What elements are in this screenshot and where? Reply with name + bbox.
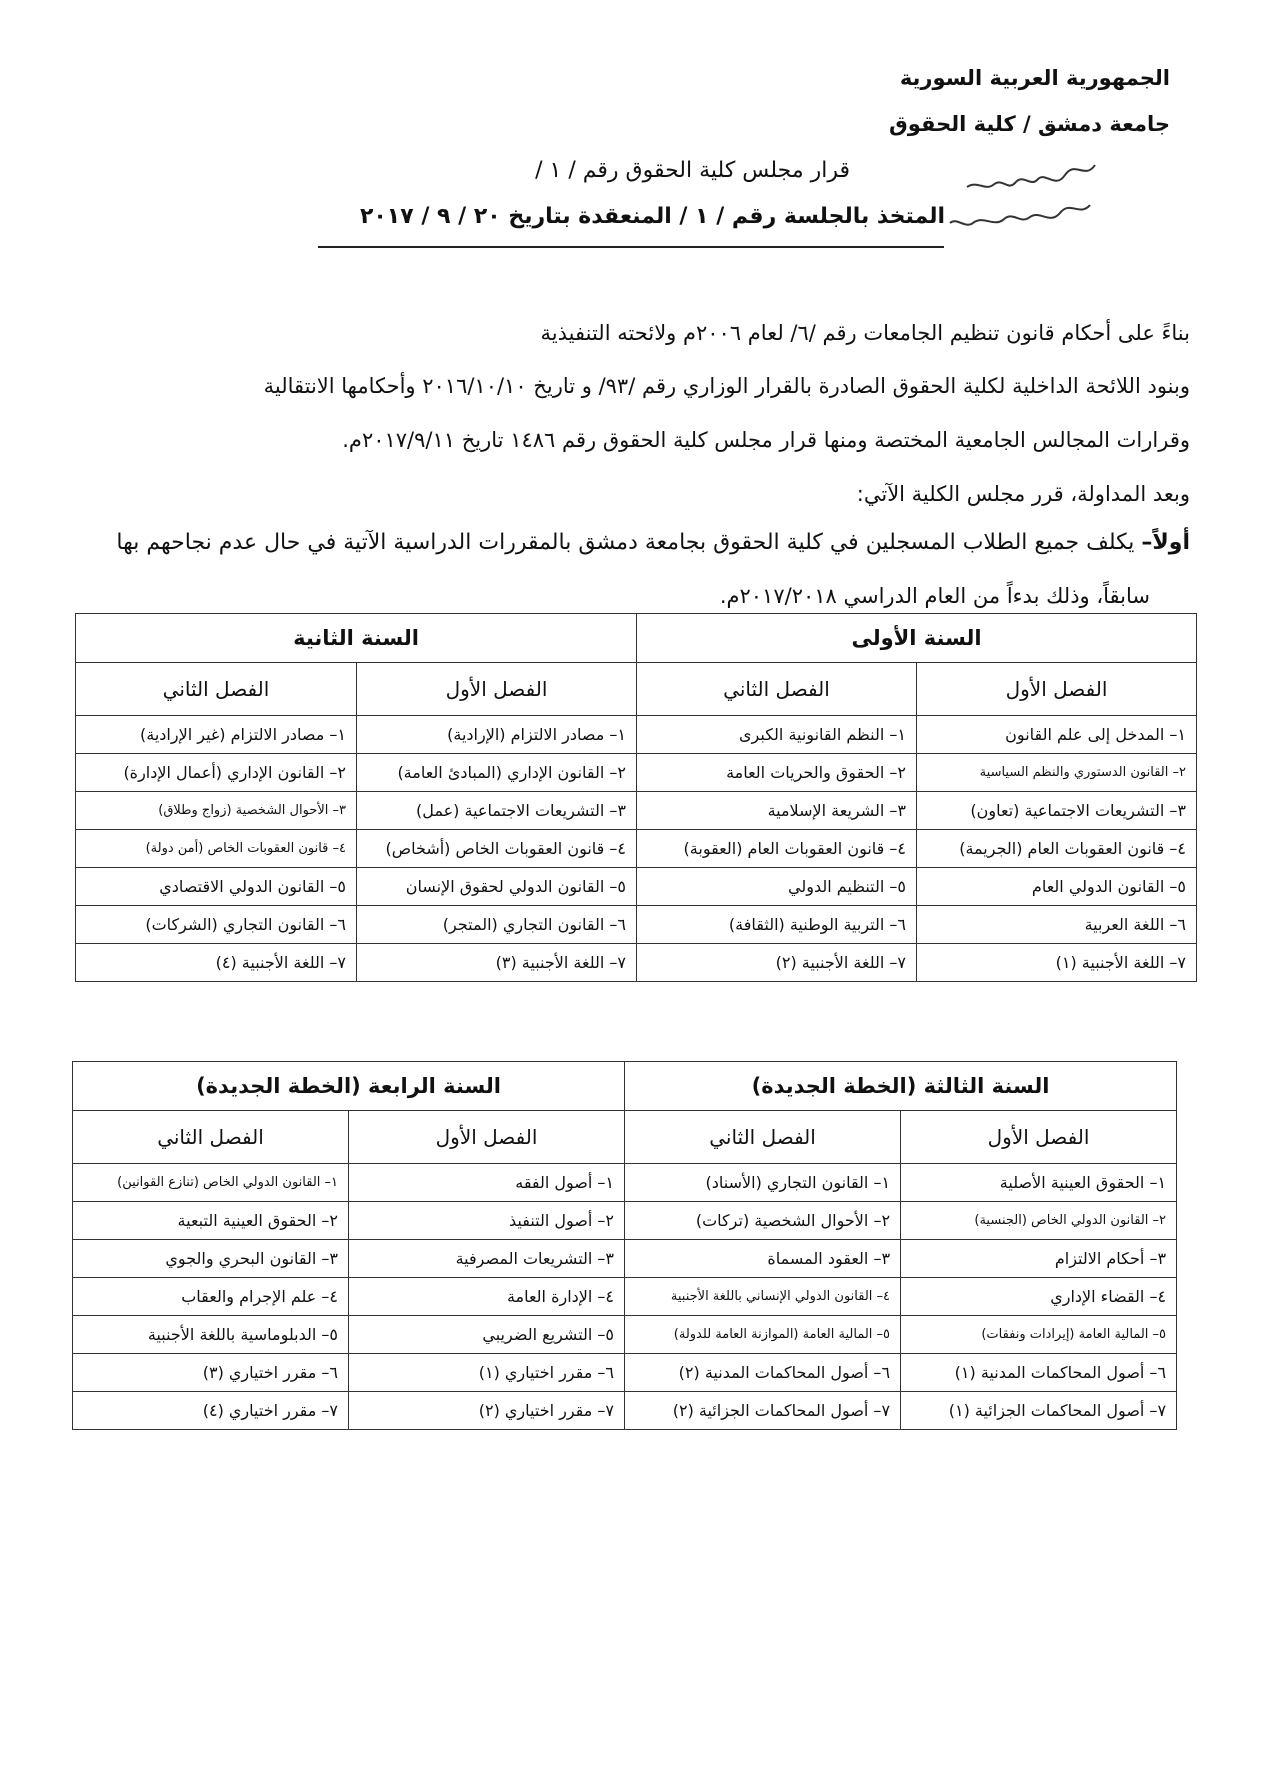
course-cell: ٧– اللغة الأجنبية (٣) <box>357 944 637 982</box>
course-cell: ٥– المالية العامة (إيرادات ونفقات) <box>901 1316 1177 1354</box>
course-cell: ١– القانون الدولي الخاص (تنازع القوانين) <box>73 1164 349 1202</box>
decision-title: قرار مجلس كلية الحقوق رقم / ١ / <box>535 158 850 183</box>
course-cell: ٤– الإدارة العامة <box>349 1278 625 1316</box>
semester-header: الفصل الثاني <box>625 1111 901 1164</box>
table-row <box>76 906 1197 944</box>
year-4-header: السنة الرابعة (الخطة الجديدة) <box>73 1062 625 1111</box>
semester-header: الفصل الأول <box>917 663 1197 716</box>
semester-header: الفصل الثاني <box>73 1111 349 1164</box>
table-row <box>76 868 1197 906</box>
course-cell: ١– المدخل إلى علم القانون <box>917 716 1197 754</box>
course-cell: ٧– مقرر اختياري (٤) <box>73 1392 349 1430</box>
paragraph-6: سابقاً، وذلك بدءاً من العام الدراسي ٢٠١٧/٢٠١٨م. <box>719 584 1150 608</box>
course-cell: ٣– التشريعات المصرفية <box>349 1240 625 1278</box>
paragraph-5-text: يكلف جميع الطلاب المسجلين في كلية الحقوق بجامعة دمشق بالمقررات الدراسية الآتية في حال عدم نجاحهم بها <box>116 530 1142 555</box>
course-cell: ٦– القانون التجاري (الشركات) <box>76 906 357 944</box>
course-cell: ٢– الأحوال الشخصية (تركات) <box>625 1202 901 1240</box>
course-cell: ١– الحقوق العينية الأصلية <box>901 1164 1177 1202</box>
course-cell: ٤– القانون الدولي الإنساني باللغة الأجنبية <box>625 1278 901 1316</box>
course-cell: ٧– أصول المحاكمات الجزائية (٢) <box>625 1392 901 1430</box>
paragraph-5-lead: أولاً– <box>1141 530 1190 555</box>
decision-session: المتخذ بالجلسة رقم / ١ / المنعقدة بتاريخ ٢٠ / ٩ / ٢٠١٧ <box>359 204 945 229</box>
course-cell: ٧– اللغة الأجنبية (١) <box>917 944 1197 982</box>
course-cell: ١– مصادر الالتزام (الإرادية) <box>357 716 637 754</box>
course-cell: ٢– القانون الدولي الخاص (الجنسية) <box>901 1202 1177 1240</box>
course-cell: ٦– اللغة العربية <box>917 906 1197 944</box>
table-row <box>73 1392 1177 1430</box>
course-cell: ٥– الدبلوماسية باللغة الأجنبية <box>73 1316 349 1354</box>
course-cell: ٦– أصول المحاكمات المدنية (٢) <box>625 1354 901 1392</box>
year-1-header: السنة الأولى <box>637 614 1197 663</box>
paragraph-4: وبعد المداولة، قرر مجلس الكلية الآتي: <box>856 482 1190 506</box>
course-cell: ٢– القانون الدستوري والنظم السياسية <box>917 754 1197 792</box>
paragraph-2: وبنود اللائحة الداخلية لكلية الحقوق الصادرة بالقرار الوزاري رقم /٩٣/ و تاريخ ٢٠١٦/١٠/١٠ وأحكامها الانتقالية <box>263 374 1190 398</box>
course-cell: ٣– الشريعة الإسلامية <box>637 792 917 830</box>
title-underline <box>318 246 944 248</box>
header-republic: الجمهورية العربية السورية <box>899 66 1170 90</box>
semester-header: الفصل الثاني <box>637 663 917 716</box>
course-cell: ٥– القانون الدولي العام <box>917 868 1197 906</box>
table-row <box>73 1354 1177 1392</box>
table-row <box>73 1240 1177 1278</box>
course-cell: ٥– القانون الدولي الاقتصادي <box>76 868 357 906</box>
course-cell: ٦– التربية الوطنية (الثقافة) <box>637 906 917 944</box>
table-row <box>73 1316 1177 1354</box>
table-row <box>76 716 1197 754</box>
semester-header: الفصل الأول <box>901 1111 1177 1164</box>
paragraph-5 <box>116 532 1190 554</box>
course-cell: ٥– التشريع الضريبي <box>349 1316 625 1354</box>
course-cell: ٢– أصول التنفيذ <box>349 1202 625 1240</box>
table-row <box>76 830 1197 868</box>
course-cell: ٣– القانون البحري والجوي <box>73 1240 349 1278</box>
course-cell: ٢– القانون الإداري (أعمال الإدارة) <box>76 754 357 792</box>
course-cell: ٦– القانون التجاري (المتجر) <box>357 906 637 944</box>
schedule-table-years-1-2 <box>75 613 1197 982</box>
course-cell: ٤– قانون العقوبات العام (الجريمة) <box>917 830 1197 868</box>
paragraph-1: بناءً على أحكام قانون تنظيم الجامعات رقم /٦/ لعام ٢٠٠٦م ولائحته التنفيذية <box>540 321 1190 345</box>
course-cell: ٦– مقرر اختياري (٣) <box>73 1354 349 1392</box>
course-cell: ٧– مقرر اختياري (٢) <box>349 1392 625 1430</box>
schedule-table-years-3-4 <box>72 1061 1177 1430</box>
table-row <box>76 754 1197 792</box>
course-cell: ٣– الأحوال الشخصية (زواج وطلاق) <box>76 792 357 830</box>
course-cell: ٣– أحكام الالتزام <box>901 1240 1177 1278</box>
course-cell: ١– القانون التجاري (الأسناد) <box>625 1164 901 1202</box>
semester-header: الفصل الأول <box>349 1111 625 1164</box>
course-cell: ٤– علم الإجرام والعقاب <box>73 1278 349 1316</box>
course-cell: ٤– قانون العقوبات العام (العقوبة) <box>637 830 917 868</box>
course-cell: ٢– القانون الإداري (المبادئ العامة) <box>357 754 637 792</box>
course-cell: ٣– العقود المسماة <box>625 1240 901 1278</box>
header-university: جامعة دمشق / كلية الحقوق <box>889 112 1170 136</box>
course-cell: ٣– التشريعات الاجتماعية (تعاون) <box>917 792 1197 830</box>
course-cell: ١– أصول الفقه <box>349 1164 625 1202</box>
table-row <box>73 1278 1177 1316</box>
course-cell: ١– مصادر الالتزام (غير الإرادية) <box>76 716 357 754</box>
course-cell: ٧– أصول المحاكمات الجزائية (١) <box>901 1392 1177 1430</box>
course-cell: ٦– أصول المحاكمات المدنية (١) <box>901 1354 1177 1392</box>
course-cell: ٦– مقرر اختياري (١) <box>349 1354 625 1392</box>
course-cell: ٥– التنظيم الدولي <box>637 868 917 906</box>
course-cell: ٥– القانون الدولي لحقوق الإنسان <box>357 868 637 906</box>
course-cell: ٣– التشريعات الاجتماعية (عمل) <box>357 792 637 830</box>
table-row <box>76 792 1197 830</box>
table-row <box>73 1164 1177 1202</box>
table-row <box>73 1202 1177 1240</box>
paragraph-3: وقرارات المجالس الجامعية المختصة ومنها قرار مجلس كلية الحقوق رقم ١٤٨٦ تاريخ ٢٠١٧/٩/١١م. <box>342 428 1190 452</box>
course-cell: ٧– اللغة الأجنبية (٤) <box>76 944 357 982</box>
semester-header: الفصل الأول <box>357 663 637 716</box>
course-cell: ٤– قانون العقوبات الخاص (أمن دولة) <box>76 830 357 868</box>
semester-header: الفصل الثاني <box>76 663 357 716</box>
course-cell: ٢– الحقوق والحريات العامة <box>637 754 917 792</box>
handwritten-annotation <box>945 155 1105 235</box>
course-cell: ٤– قانون العقوبات الخاص (أشخاص) <box>357 830 637 868</box>
year-2-header: السنة الثانية <box>76 614 637 663</box>
course-cell: ٤– القضاء الإداري <box>901 1278 1177 1316</box>
course-cell: ٥– المالية العامة (الموازنة العامة للدولة) <box>625 1316 901 1354</box>
table-row <box>76 944 1197 982</box>
year-3-header: السنة الثالثة (الخطة الجديدة) <box>625 1062 1177 1111</box>
course-cell: ٢– الحقوق العينية التبعية <box>73 1202 349 1240</box>
course-cell: ٧– اللغة الأجنبية (٢) <box>637 944 917 982</box>
course-cell: ١– النظم القانونية الكبرى <box>637 716 917 754</box>
